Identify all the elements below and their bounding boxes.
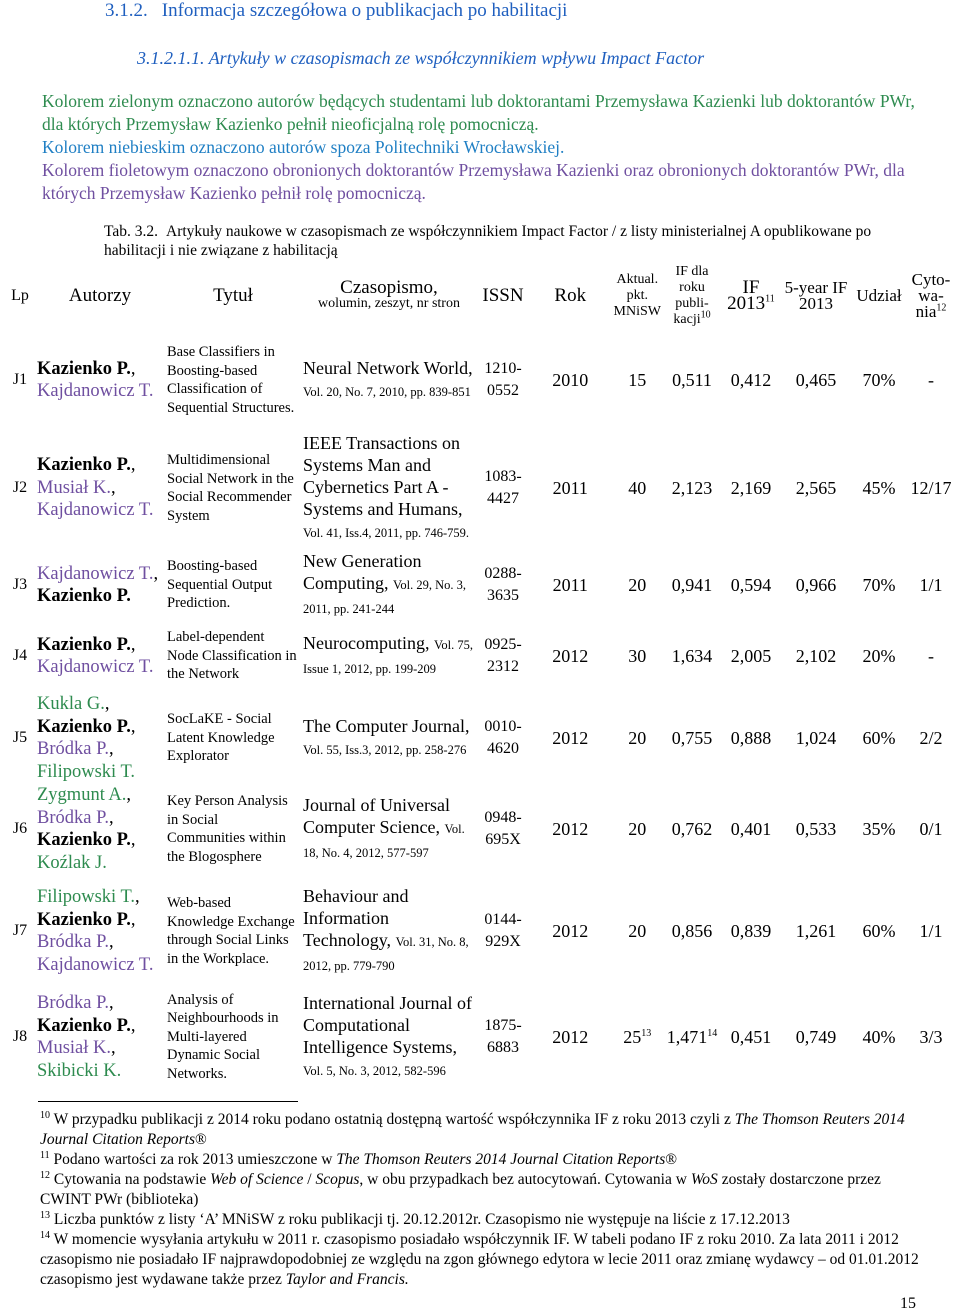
row-if: 0,594 [730,574,772,595]
row-points [612,334,663,426]
author-name: Kazienko P. [37,1015,131,1036]
row-title: Label-dependent Node Classification in the Network [167,629,297,683]
row-issn: 1210-0552 [484,360,522,399]
row-if5: 2,102 [795,645,837,666]
footnote-number: 11 [40,1149,50,1161]
journal-details: Vol. 29, No. 3, 2011, pp. 241-244 [303,578,467,616]
table-row [5,988,955,1086]
author-name: Bródka P. [37,807,109,828]
row-if-year [663,426,721,550]
header-if-sup: 11 [765,293,775,305]
row-authors [35,550,165,620]
author-name: Kazienko P. [37,830,131,850]
points-footnote-ref: 13 [641,1027,652,1039]
header-journal-sub: wolumin, zeszyt, nr stron [318,296,460,311]
row-issn: 0288-3635 [484,565,522,604]
footnote-text: W momencie wysyłania artykułu w 2011 r. czasopismo posiadało współczynnik IF. W tabeli podano IF z roku 2010. Za lata 2011 i 2012 czasopismo nie posiadało IF najprawdopodobniej ze względu na zgon głównego edytora w lecie 2011 oraz zmianę wydawcy – od 01.01.2012 czasopismo jest wydawane także przez [40,1231,919,1288]
row-if5: 2,565 [795,477,837,498]
row-citations: 12/17 [910,477,952,498]
row-lp: J7 [12,922,28,939]
author-separator: , [130,716,136,737]
journal-details: Vol. 5, No. 3, 2012, 582-596 [303,1064,446,1078]
journal-details: Vol. 20, No. 7, 2010, pp. 839-851 [303,385,471,399]
table-row [5,334,955,426]
publications-table [5,258,955,1086]
header-points: Aktual. pkt. MNiSW [613,272,661,319]
row-citations: 2/2 [919,727,943,748]
footnote-text: Cytowania na podstawie [53,1171,211,1188]
header-authors: Autorzy [68,285,132,306]
row-authors [35,692,165,784]
row-lp: J6 [12,820,28,837]
footnote-text: ® [665,1151,678,1168]
row-title: Key Person Analysis in Social Communities within the Blogosphere [167,793,288,865]
row-authors [35,874,165,988]
header-year: Rok [554,285,587,306]
author-separator: , [153,563,159,584]
table-row [5,874,955,988]
author-separator: , [111,1038,116,1058]
points-value: 30 [628,645,647,666]
row-if5: 0,533 [795,818,837,839]
row-if: 0,451 [730,1026,772,1047]
row-journal [301,874,477,988]
if-year-value: 0,856 [671,920,713,941]
footnote-text: The Thomson Reuters 2014 Journal Citation Reports [336,1151,666,1168]
row-authors [35,334,165,426]
author-name: Kajdanowicz T. [37,500,154,521]
row-if: 0,888 [730,727,772,748]
row-if-year [663,620,721,692]
row-points [612,988,663,1086]
header-citations-sup: 12 [936,302,947,314]
row-issn: 0948-695X [484,809,522,848]
table-header-row [5,258,955,334]
row-share: 60% [862,727,896,748]
author-name: Kajdanowicz T. [37,381,154,401]
row-share: 40% [862,1026,896,1047]
journal-name: IEEE Transactions on Systems Man and Cybernetics Part A - Systems and Humans, [303,433,463,519]
row-journal [301,620,477,692]
row-year: 2012 [552,920,589,941]
row-title: Base Classifiers in Boosting-based Classification of Sequential Structures. [167,344,295,416]
row-journal [301,784,477,874]
row-citations: - [928,645,934,666]
row-title: Multidimensional Social Network in the Social Recommender System [167,452,294,524]
journal-name: New Generation Computing, [303,551,422,593]
row-points [612,784,663,874]
header-if5: 5-year IF 2013 [784,278,848,313]
journal-name: Neurocomputing, [303,633,430,653]
author-name: Bródka P. [37,739,109,759]
row-lp: J1 [12,371,28,388]
row-lp: J2 [12,479,28,496]
row-share: 70% [862,574,896,595]
row-if5: 1,024 [795,727,837,748]
table-label: Tab. 3.2. [104,223,159,240]
points-value: 20 [628,727,647,748]
row-authors [35,988,165,1086]
row-year: 2012 [552,1026,589,1047]
row-issn: 0925-2312 [484,636,522,675]
row-if-year [663,988,721,1086]
journal-details: Vol. 75, Issue 1, 2012, pp. 199-209 [303,638,473,676]
table-caption-text: Artykuły naukowe w czasopismach ze współczynnikiem Impact Factor / z listy ministerialnej A opublikowane po habilitacji i nie związane z habilitacją [104,223,872,259]
row-journal [301,550,477,620]
author-separator: , [135,887,140,907]
row-citations: 0/1 [919,818,943,839]
header-if [721,258,781,334]
row-issn: 1875-6883 [484,1017,522,1056]
author-name: Kazienko P. [37,716,131,737]
if-year-value: 0,941 [671,574,713,595]
author-separator: , [126,785,132,805]
section-number: 3.1.2. [105,0,148,21]
row-share: 45% [862,477,896,498]
row-if: 0,412 [730,369,772,390]
author-name: Kajdanowicz T. [37,954,154,975]
table-row [5,550,955,620]
row-year: 2012 [552,818,589,839]
row-authors [35,426,165,550]
row-if-year [663,550,721,620]
author-separator: , [104,694,110,714]
row-if5: 0,749 [795,1026,837,1047]
row-year: 2011 [552,477,588,498]
author-separator: , [130,358,136,379]
footnote-text: Taylor and Francis. [285,1271,409,1288]
header-lp: Lp [11,287,29,304]
color-legend [42,90,932,205]
author-name: Musiał K. [37,477,111,498]
if-year-value: 0,511 [672,369,712,390]
footnote-text: zostały dostarczone przez CWINT PWr (biblioteka) [40,1171,881,1208]
row-issn: 1083-4427 [484,468,522,507]
footnote-text: The Thomson Reuters 2014 Journal Citation Reports [40,1111,905,1148]
row-lp: J4 [12,647,28,664]
row-points [612,874,663,988]
if-year-value: 2,123 [671,477,713,498]
points-value: 20 [628,818,647,839]
author-name: Kazienko P. [37,455,131,476]
points-value: 15 [628,369,647,390]
author-name: Musiał K. [37,1038,111,1058]
author-separator: , [108,932,114,952]
author-name: Kazienko P. [37,634,131,655]
row-authors [35,620,165,692]
row-share: 20% [862,645,896,666]
if-year-value: 0,762 [671,818,713,839]
points-value: 40 [628,477,647,498]
author-separator: , [130,909,136,930]
header-if-text: IF 2013 [727,277,766,314]
row-authors [35,784,165,874]
row-if5: 1,261 [795,920,837,941]
footnote [40,1110,920,1150]
row-journal [301,334,477,426]
subsection-title: Artykuły w czasopismach ze współczynnikiem wpływu Impact Factor [208,48,705,68]
row-citations: 1/1 [919,920,943,941]
header-citations [907,258,955,334]
points-value: 20 [628,574,647,595]
table-row [5,620,955,692]
author-name: Filipowski T. [37,761,136,782]
footnote-text: ® [195,1131,207,1148]
author-separator: , [130,634,136,655]
row-if-year [663,692,721,784]
row-if: 2,005 [730,645,772,666]
journal-name: Neural Network World, [303,358,473,378]
row-if-year [663,874,721,988]
header-journal [301,258,477,334]
author-name: Kazienko P. [37,909,131,930]
author-separator: , [130,830,136,850]
page-number: 15 [900,1295,916,1312]
footnote-number: 10 [40,1109,50,1121]
row-year: 2012 [552,645,589,666]
author-name: Kazienko P. [37,586,131,606]
header-if-year-text: IF dla roku publi-kacji [673,264,709,327]
footnote-text: , w obu przypadkach bez autocytowań. Cytowania w [359,1171,691,1188]
author-name: Kajdanowicz T. [37,657,154,677]
header-share: Udział [856,286,902,305]
footnote-text: Scopus [315,1171,360,1188]
row-points [612,426,663,550]
header-journal-main: Czasopismo, [340,277,438,298]
if-year-value: 1,634 [671,645,713,666]
row-if: 0,401 [730,818,772,839]
row-journal [301,988,477,1086]
row-citations: - [928,369,934,390]
author-separator: , [108,739,114,759]
author-separator: , [130,455,136,476]
subsection-number: 3.1.2.1.1. [137,48,205,68]
table-row [5,692,955,784]
section-title: Informacja szczegółowa o publikacjach po habilitacji [161,0,568,21]
row-journal [301,426,477,550]
journal-details: Vol. 31, No. 8, 2012, pp. 779-790 [303,935,469,973]
author-name: Bródka P. [37,993,109,1013]
footnote [40,1170,920,1210]
journal-details: Vol. 18, No. 4, 2012, 577-597 [303,822,465,860]
row-points [612,550,663,620]
row-if-year [663,784,721,874]
header-issn: ISSN [482,285,524,306]
author-name: Koźlak J. [37,852,107,873]
footnote-text: W przypadku publikacji z 2014 roku podano ostatnią dostępną wartość współczynnika IF z roku 2013 czyli z [53,1111,735,1128]
table-row [5,426,955,550]
footnote-number: 14 [40,1229,50,1241]
journal-name: The Computer Journal, [303,716,470,736]
section-heading [105,0,581,22]
header-if-year [663,258,721,334]
row-lp: J5 [12,729,28,746]
footnote-number: 12 [40,1169,50,1181]
row-points [612,692,663,784]
row-title: Web-based Knowledge Exchange through Social Links in the Workplace. [167,895,295,967]
legend-violet: Kolorem fioletowym oznaczono obronionych doktorantów Przemysława Kazienki oraz obronionych doktorantów PWr, dla których Przemysław Kazienko pełnił rolę pomocniczą. [42,160,905,203]
footnote-separator [38,1101,298,1102]
row-title: Analysis of Neighbourhoods in Multi-layered Dynamic Social Networks. [167,991,279,1082]
subsection-heading [137,48,704,69]
row-year: 2012 [552,727,589,748]
journal-details: Vol. 55, Iss.3, 2012, pp. 258-276 [303,743,467,757]
row-share: 35% [862,818,896,839]
footnote [40,1150,920,1170]
if-year-value: 0,755 [671,727,713,748]
row-if-year [663,334,721,426]
points-value: 20 [628,920,647,941]
row-citations: 1/1 [919,574,943,595]
row-share: 70% [862,369,896,390]
footnote-text: Web of Science [210,1171,304,1188]
row-if: 0,839 [730,920,772,941]
footnote [40,1230,920,1290]
author-name: Kukla G. [37,694,105,714]
row-title: Boosting-based Sequential Output Prediction. [167,558,273,612]
footnote-text: Liczba punktów z listy ‘A’ MNiSW z roku publikacji tj. 20.12.2012r. Czasopismo nie występuje na liście z 17.12.2013 [53,1211,790,1228]
journal-name: Journal of Universal Computer Science, [303,795,450,837]
author-name: Bródka P. [37,932,109,952]
author-name: Kajdanowicz T. [37,563,154,584]
row-share: 60% [862,920,896,941]
legend-green: Kolorem zielonym oznaczono autorów będących studentami lub doktorantami Przemysława Kazienki lub doktorantów PWr, dla których Przemysław Kazienko pełnił nieoficjalną rolę pomocniczą. [42,91,915,134]
row-if: 2,169 [730,477,772,498]
footnote-text: / [303,1171,316,1188]
author-separator: , [130,1015,136,1036]
row-year: 2010 [552,369,589,390]
table-caption [104,222,904,260]
footnotes [40,1110,920,1290]
footnote-text: WoS [690,1171,718,1188]
row-citations: 3/3 [919,1026,943,1047]
row-if5: 0,966 [795,574,837,595]
journal-details: Vol. 41, Iss.4, 2011, pp. 746-759. [303,526,469,540]
row-journal [301,692,477,784]
journal-name: Behaviour and Information Technology, [303,886,409,950]
author-name: Kazienko P. [37,358,131,379]
legend-blue: Kolorem niebieskim oznaczono autorów spoza Politechniki Wrocławskiej. [42,137,565,157]
row-title: SocLaKE - Social Latent Knowledge Explorator [167,711,275,765]
footnote-text: Podano wartości za rok 2013 umieszczone w [53,1151,337,1168]
row-issn: 0144-929X [484,911,522,950]
author-name: Zygmunt A. [37,785,127,805]
if-year-footnote-ref: 14 [707,1027,718,1039]
row-points [612,620,663,692]
row-issn: 0010-4620 [484,718,522,757]
row-if5: 0,465 [795,369,837,390]
if-year-value: 1,471 [666,1026,708,1047]
author-separator: , [108,993,114,1013]
points-value: 25 [623,1026,642,1047]
header-citations-text: Cyto-wa-nia [911,270,951,321]
author-separator: , [111,477,116,498]
author-name: Skibicki K. [37,1060,122,1081]
footnote [40,1210,920,1230]
row-lp: J8 [12,1028,28,1045]
header-if-year-sup: 10 [700,309,711,321]
table-row [5,784,955,874]
header-title: Tytuł [213,285,253,306]
row-lp: J3 [12,576,28,593]
journal-name: International Journal of Computational Intelligence Systems, [303,993,472,1057]
author-separator: , [108,807,114,828]
footnote-number: 13 [40,1209,50,1221]
row-year: 2011 [552,574,588,595]
author-name: Filipowski T. [37,887,136,907]
